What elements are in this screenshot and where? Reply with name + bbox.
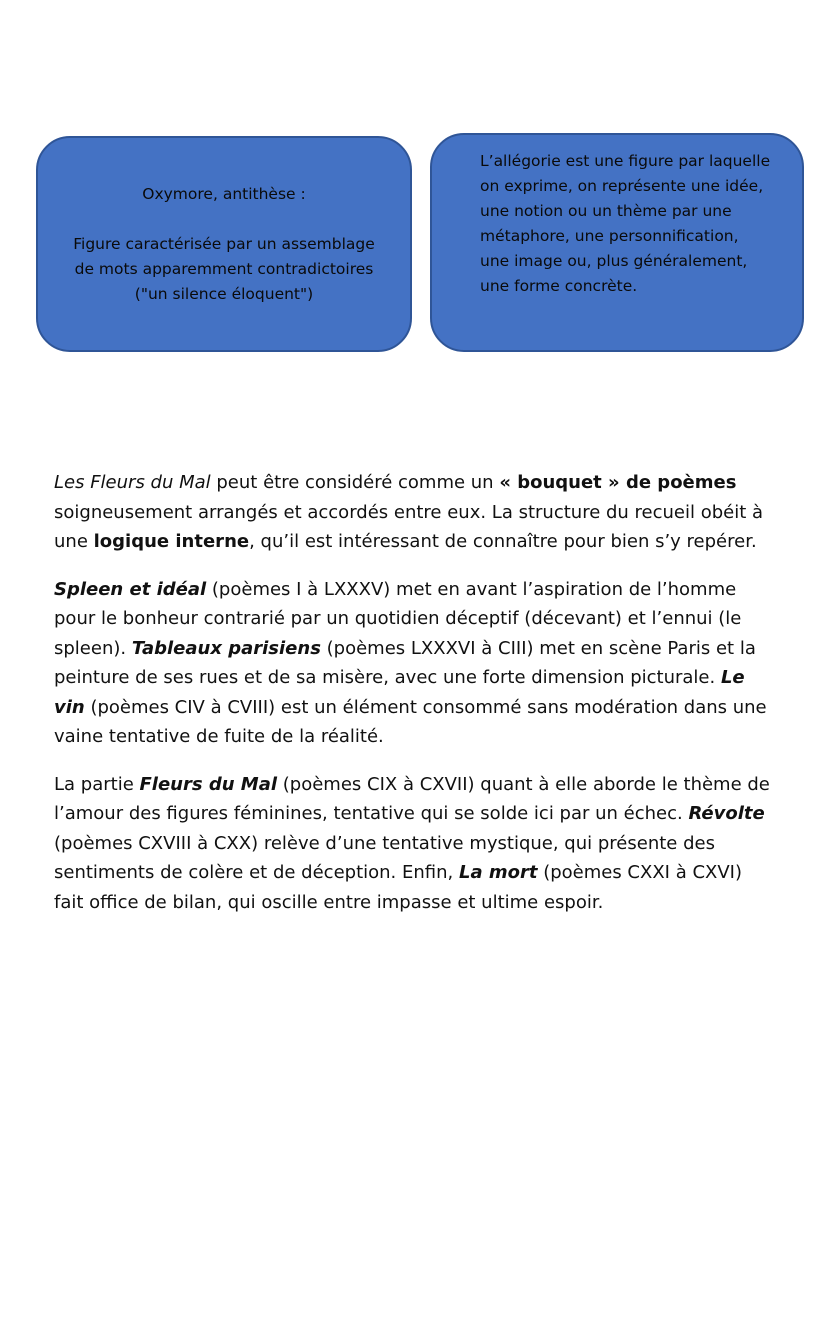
run: Fleurs du Mal	[139, 773, 278, 795]
run: Le vin	[54, 667, 745, 718]
run: (poèmes CXVIII à CXX) relève d’une tentative mystique, qui présente des sentiments de colère et de déception. Enfin,	[54, 832, 715, 883]
paragraph-sections-1	[54, 575, 774, 752]
run: Spleen et idéal	[54, 578, 207, 600]
allegorie-body: L’allégorie est une figure par laquelle on exprime, on représente une idée, une notion ou un thème par une métaphore, une personnification, une image ou, plus généralement, une forme concrète.	[480, 152, 771, 295]
run: La partie	[54, 773, 140, 795]
oxymore-title: Oxymore, antithèse :	[142, 184, 306, 203]
allegorie-definition-box	[430, 133, 804, 352]
run: (poèmes CIV à CVIII) est un élément consommé sans modération dans une vaine tentative de fuite de la réalité.	[54, 696, 767, 747]
oxymore-definition-box	[36, 136, 412, 352]
run: (poèmes CIX à CXVII) quant à elle aborde le thème de l’amour des figures féminines, tentative qui se solde ici par un échec.	[54, 773, 770, 824]
main-text	[54, 468, 774, 935]
run: « bouquet » de poèmes	[499, 472, 737, 493]
paragraph-intro	[54, 468, 774, 557]
run: Tableaux parisiens	[131, 637, 321, 659]
run: logique interne	[93, 531, 250, 552]
oxymore-body: Figure caractérisée par un assemblage de mots apparemment contradictoires ("un silence éloquent")	[73, 234, 375, 303]
paragraph-sections-2	[54, 770, 774, 918]
run: (poèmes I à LXXXV) met en avant l’aspiration de l’homme pour le bonheur contrarié par un quotidien déceptif (décevant) et l’ennui (le spleen).	[54, 578, 742, 659]
run: peut être considéré comme un	[210, 472, 500, 493]
run: (poèmes CXXI à CXVI) fait office de bilan, qui oscille entre impasse et ultime espoir.	[54, 862, 742, 913]
run: , qu’il est intéressant de connaître pour bien s’y repérer.	[249, 531, 757, 552]
run: Révolte	[688, 803, 765, 824]
run: Les Fleurs du Mal	[54, 472, 211, 493]
run: (poèmes LXXXVI à CIII) met en scène Paris et la peinture de ses rues et de sa misère, avec une forte dimension picturale.	[54, 637, 756, 688]
run: soigneusement arrangés et accordés entre eux. La structure du recueil obéit à une	[54, 501, 764, 552]
run: La mort	[458, 862, 538, 883]
